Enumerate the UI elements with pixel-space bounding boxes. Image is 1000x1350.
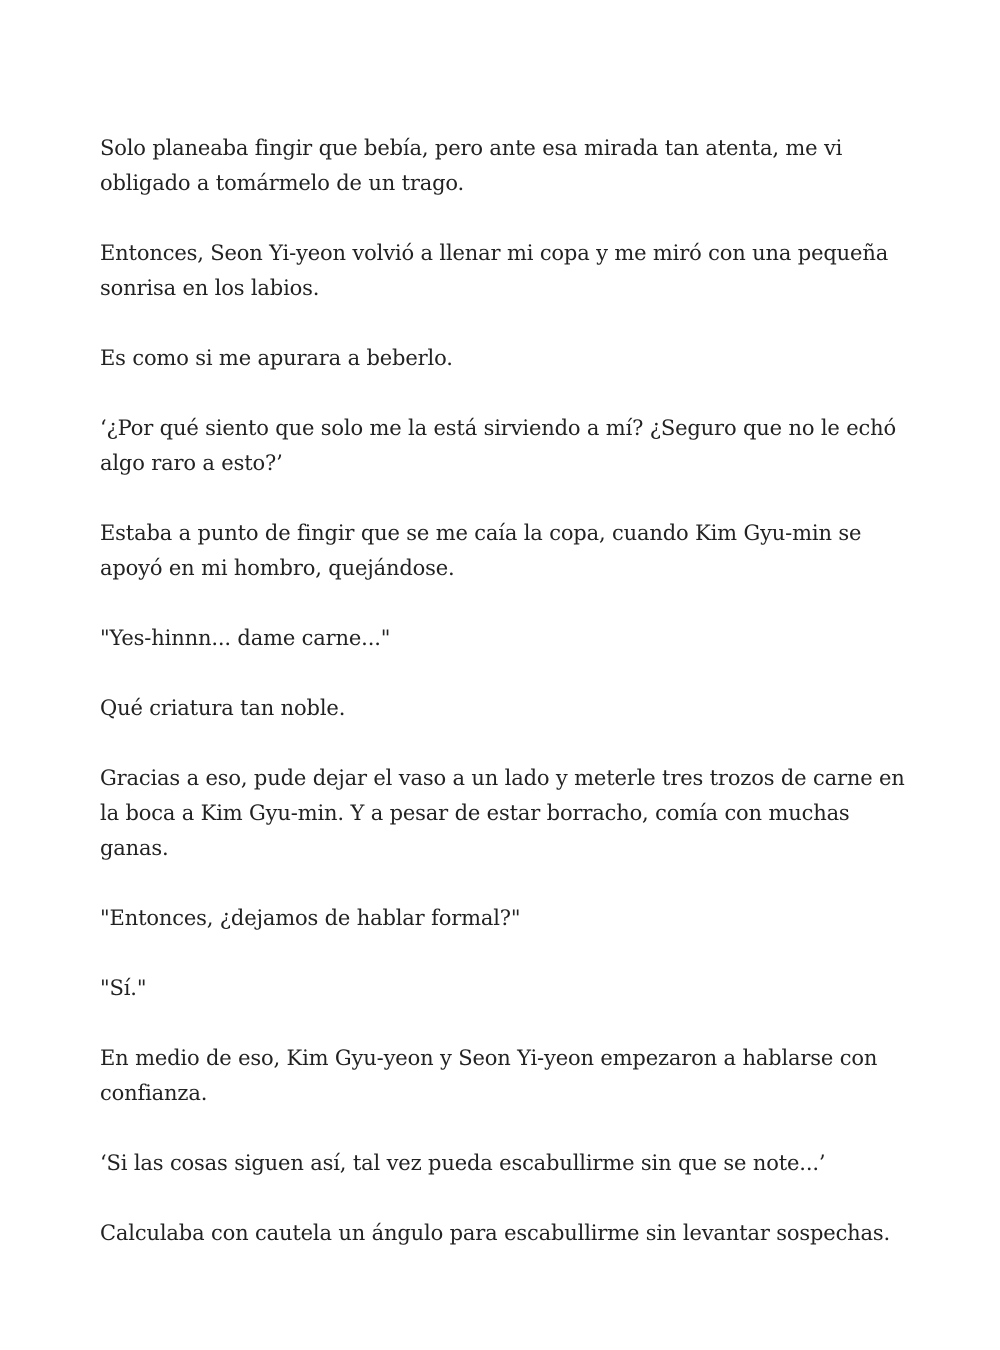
paragraph: Gracias a eso, pude dejar el vaso a un lado y meterle tres trozos de carne en la boca a Kim Gyu-min. Y a pesar de estar borracho, comía con muchas ganas.: [100, 766, 905, 860]
paragraph: Qué criatura tan noble.: [100, 696, 346, 720]
dialogue-paragraph: "Yes-hinnn... dame carne...": [100, 626, 391, 650]
paragraph: Solo planeaba fingir que bebía, pero ante esa mirada tan atenta, me vi obligado a tomármelo de un trago.: [100, 136, 843, 195]
document-page: [100, 131, 910, 1286]
paragraph: Entonces, Seon Yi-yeon volvió a llenar mi copa y me miró con una pequeña sonrisa en los labios.: [100, 241, 889, 300]
dialogue-paragraph: "Sí.": [100, 976, 147, 1000]
paragraph: Es como si me apurara a beberlo.: [100, 346, 453, 370]
dialogue-paragraph: "Entonces, ¿dejamos de hablar formal?": [100, 906, 521, 930]
paragraph: En medio de eso, Kim Gyu-yeon y Seon Yi-yeon empezaron a hablarse con confianza.: [100, 1046, 878, 1105]
paragraph: Estaba a punto de fingir que se me caía la copa, cuando Kim Gyu-min se apoyó en mi hombro, quejándose.: [100, 521, 862, 580]
paragraph: ‘¿Por qué siento que solo me la está sirviendo a mí? ¿Seguro que no le echó algo raro a esto?’: [100, 416, 896, 475]
paragraph: Calculaba con cautela un ángulo para escabullirme sin levantar sospechas.: [100, 1221, 891, 1245]
thought-paragraph: ‘Si las cosas siguen así, tal vez pueda escabullirme sin que se note...’: [100, 1151, 826, 1175]
